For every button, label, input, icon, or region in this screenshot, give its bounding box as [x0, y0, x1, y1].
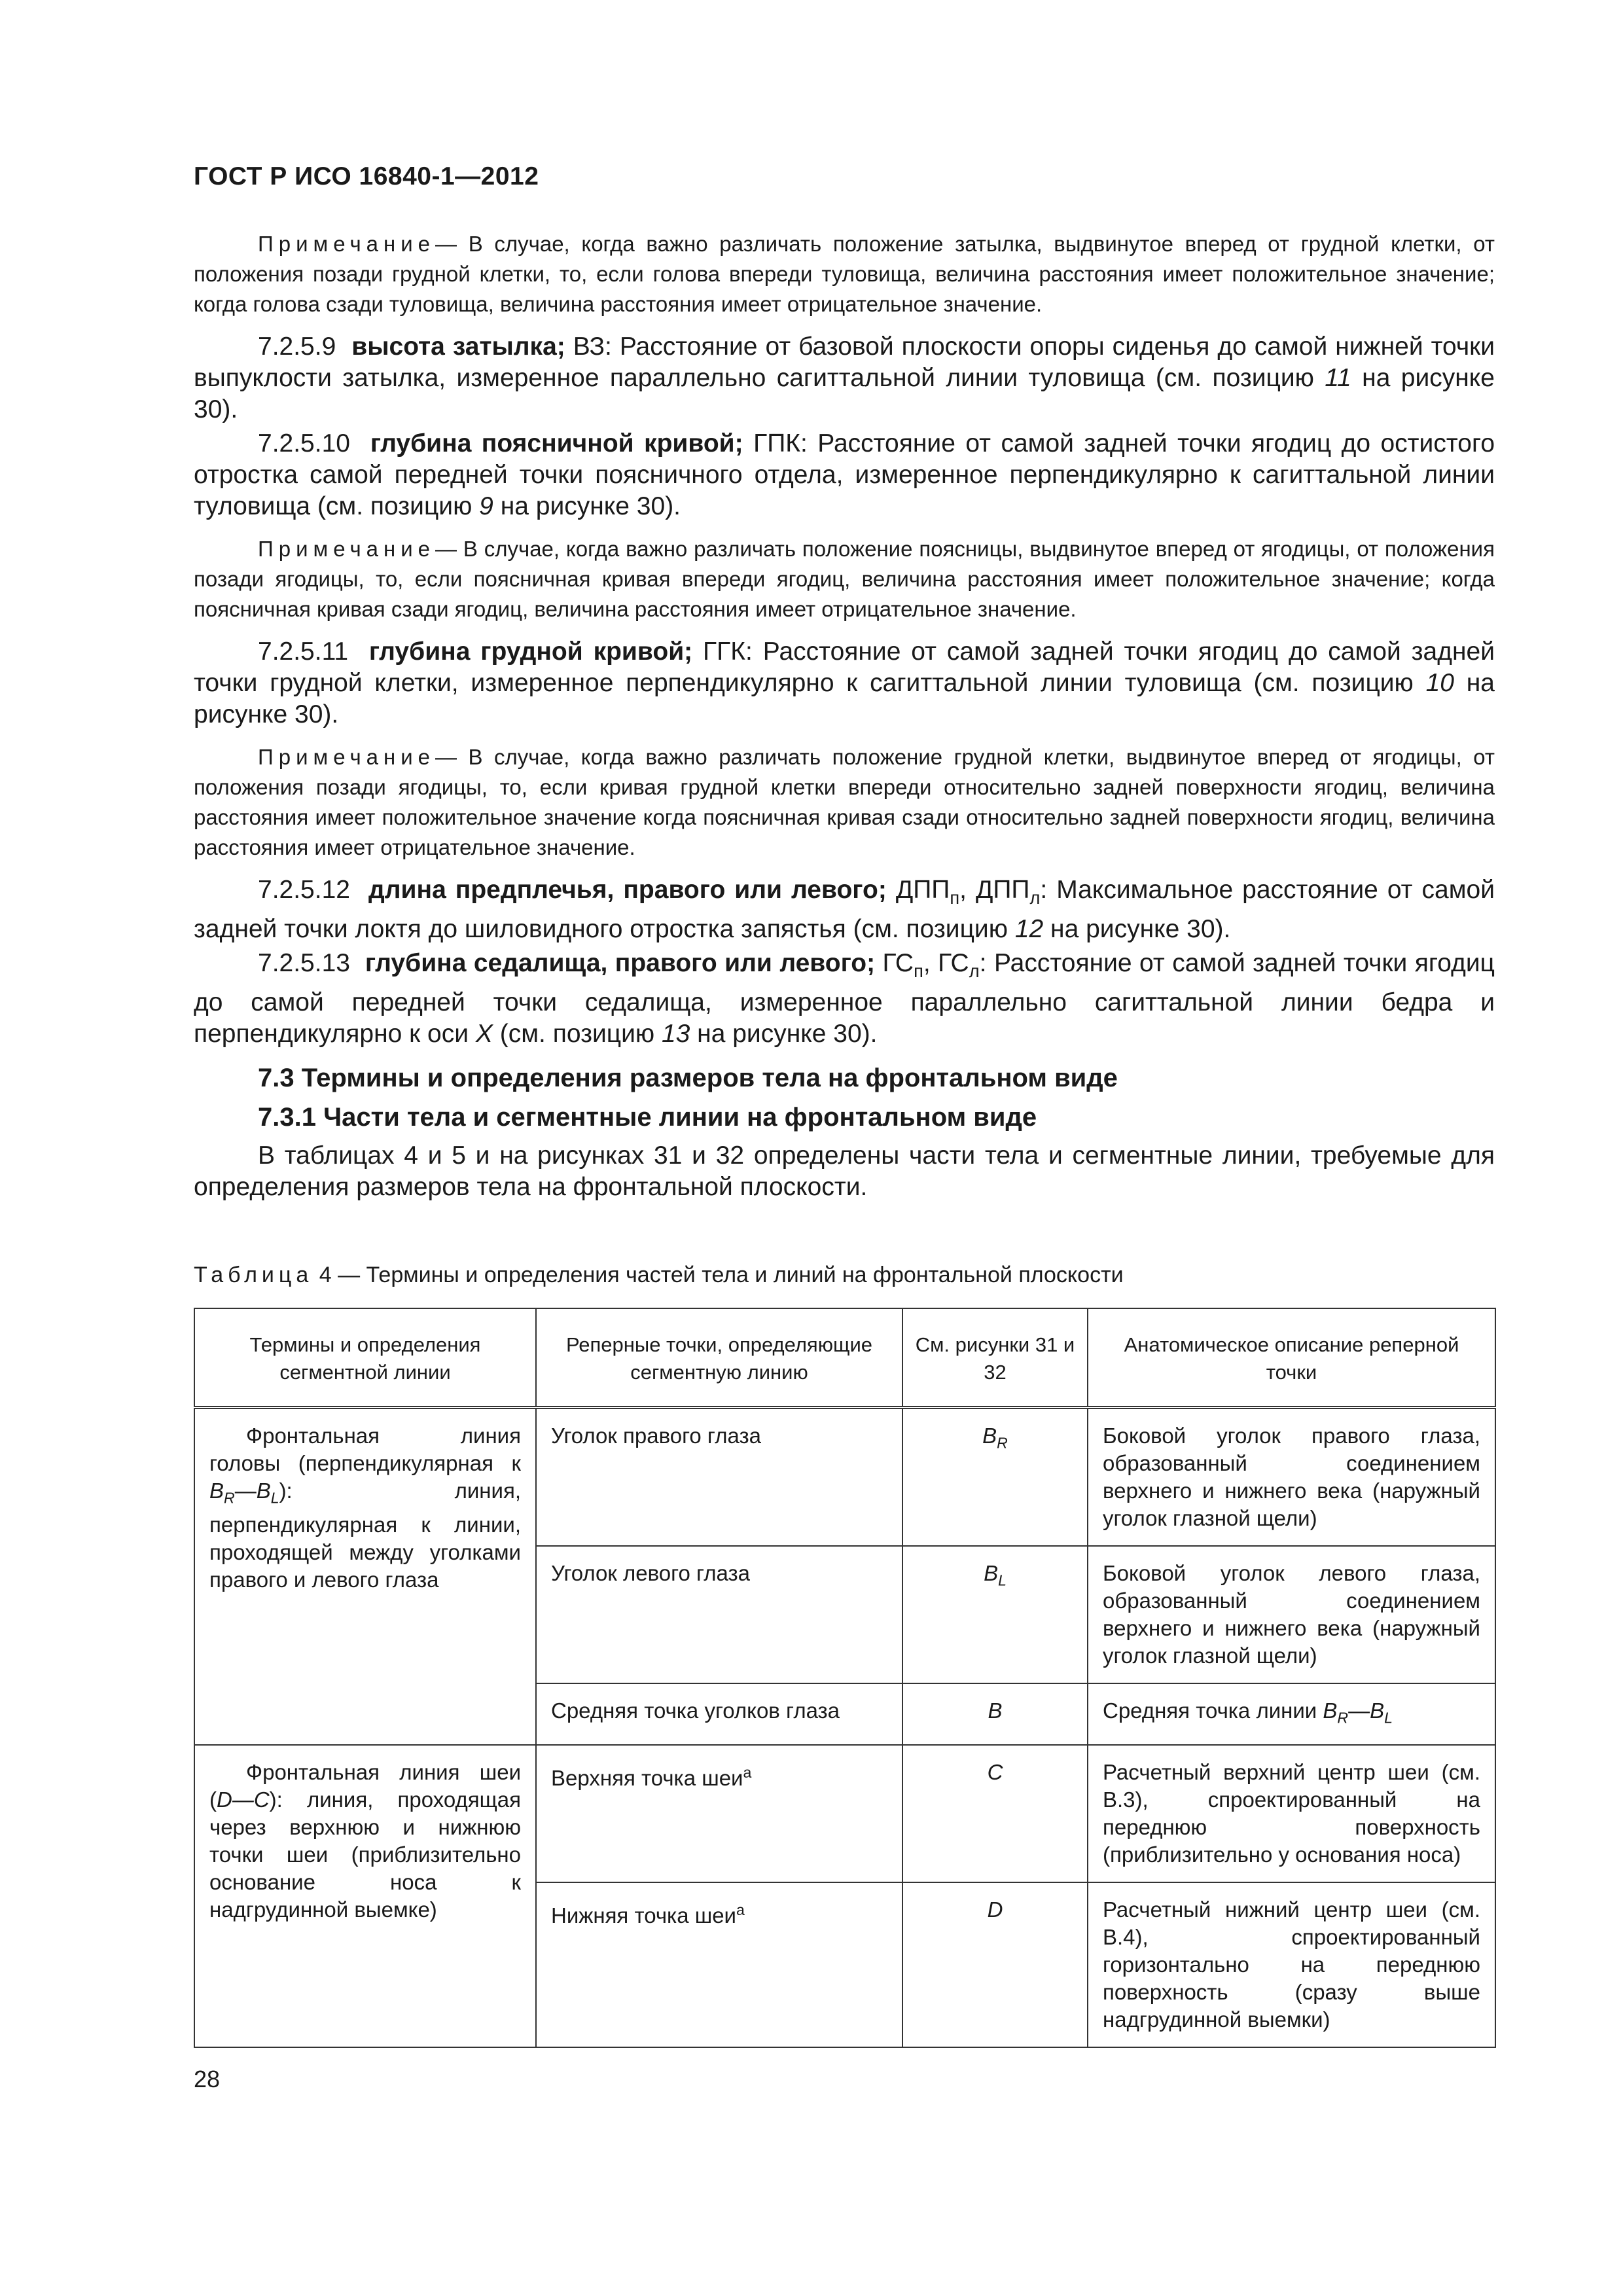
note-thoracic — [194, 742, 1495, 863]
clause-number: 7.2.5.12 — [258, 876, 350, 904]
ref-point: Верхняя точка шеи$^a$ — [536, 1745, 902, 1882]
clause-position: 9 — [479, 492, 493, 520]
clause-number: 7.2.5.9 — [258, 332, 336, 361]
clause-7-2-5-12 — [194, 874, 1495, 945]
figure-ref: C — [902, 1745, 1088, 1882]
page-content — [194, 229, 1495, 2048]
clause-abbr-sub: л — [969, 960, 980, 981]
clause-7-2-5-9 — [194, 331, 1495, 425]
header-terms: Термины и определения сегментной линии — [194, 1308, 536, 1408]
clause-abbr: ВЗ: — [565, 332, 612, 361]
table-4 — [194, 1308, 1496, 2049]
clause-abbr: ГГК: — [692, 637, 753, 666]
clause-7-2-5-13 — [194, 948, 1495, 1050]
clause-axis: X — [475, 1019, 493, 1048]
clause-term: глубина грудной кривой; — [368, 637, 693, 666]
clause-text: Расстояние от самой задней точки ягодиц до остистого отростка самой передней точки поясничного отдела, измеренное перпендикулярно к сагиттальной линии туловища (см. позицию — [194, 429, 1495, 520]
anatomy-desc: Расчетный верхний центр шеи (см. B.3), спроектированный на переднюю поверхность (приблизительно у основания носа) — [1088, 1745, 1495, 1882]
term-neck-line: Фронтальная линия шеи (D—C): линия, проходящая через верхнюю и нижнюю точки шеи (приблизительно основание носа к надгрудинной выемке) — [194, 1745, 536, 2047]
section-intro: В таблицах 4 и 5 и на рисунках 31 и 32 определены части тела и сегментные линии, требуемые для определения размеров тела на фронтальной плоскости. — [194, 1141, 1495, 1201]
clause-position: 13 — [661, 1019, 690, 1048]
clause-abbr: , ГС — [923, 948, 969, 977]
figure-ref: B — [902, 1683, 1088, 1746]
clause-text: Расстояние от самой задней точки ягодиц до самой задней точки грудной клетки, измеренное перпендикулярно к сагиттальной линии туловища (см. позицию — [194, 637, 1495, 697]
clause-abbr: ГПК: — [743, 429, 808, 457]
standard-header: ГОСТ Р ИСО 16840-1—2012 — [194, 162, 539, 190]
anatomy-desc: Расчетный нижний центр шеи (см. B.4), спроектированный горизонтально на переднюю поверхность (сразу выше надгрудинной выемки) — [1088, 1882, 1495, 2047]
clause-position: 11 — [1325, 364, 1351, 392]
table-row — [194, 1407, 1495, 1546]
clause-text-end: на рисунке 30). — [1043, 914, 1231, 943]
ref-point: Нижняя точка шеи$^a$ — [536, 1882, 902, 2047]
clause-text: (см. позицию — [492, 1019, 662, 1048]
note-text: — В случае, когда важно различать положение грудной клетки, выдвинутое вперед от ягодицы, от положения позади ягодицы, то, если кривая грудной клетки впереди относительно задней поверхности ягодиц, величина расстояния имеет положительное значение когда поясничная кривая сзади относительно задней поверхности ягодиц, величина расстояния имеет отрицательное значение. — [194, 745, 1495, 859]
clause-abbr: ДПП — [886, 876, 950, 904]
clause-number: 7.2.5.11 — [258, 637, 349, 666]
table-caption-text: 4 — Термины и определения частей тела и линий на фронтальной плоскости — [313, 1262, 1124, 1287]
note-text: — В случае, когда важно различать положение затылка, выдвинутое вперед от грудной клетки, от положения позади грудной клетки, то, если голова впереди туловища, величина расстояния имеет положительное значение; когда голова сзади туловища, величина расстояния имеет отрицательное значение. — [194, 232, 1495, 316]
clause-term: глубина поясничной кривой; — [370, 429, 743, 457]
clause-position: 12 — [1014, 914, 1044, 943]
note-text: — В случае, когда важно различать положение поясницы, выдвинутое вперед от ягодицы, от положения позади ягодицы, то, если поясничная кривая впереди ягодиц, величина расстояния имеет положительное значение; когда поясничная кривая сзади ягодиц, величина расстояния имеет отрицательное значение. — [194, 537, 1495, 621]
clause-text-end: на рисунке 30). — [493, 492, 681, 520]
note-occiput — [194, 229, 1495, 319]
clause-position: 10 — [1425, 669, 1454, 697]
table-caption-label: Таблица — [194, 1262, 313, 1287]
clause-text-end: на рисунке 30). — [690, 1019, 878, 1048]
clause-abbr: ГС — [875, 948, 914, 977]
section-7-3-heading: 7.3 Термины и определения размеров тела на фронтальном виде — [258, 1063, 1118, 1092]
ref-point: Средняя точка уголков глаза — [536, 1683, 902, 1746]
clause-text: Расстояние от базовой плоскости опоры сиденья до самой нижней точки выпуклости затылка, измеренное параллельно сагиттальной линии туловища (см. позицию — [194, 332, 1495, 392]
table-caption — [194, 1261, 1495, 1289]
ref-point: Уголок левого глаза — [536, 1546, 902, 1683]
note-label: Примечание — [258, 537, 436, 561]
header-anatomy: Анатомическое описание реперной точки — [1088, 1308, 1495, 1408]
clause-term: глубина седалища, правого или левого; — [365, 948, 876, 977]
clause-text: : Максимальное расстояние от самой задней точки локтя до шиловидного отростка запястья (см. позицию — [194, 876, 1495, 943]
note-label: Примечание — [258, 232, 436, 256]
clause-abbr: , ДПП — [959, 876, 1030, 904]
note-lumbar — [194, 534, 1495, 624]
clause-7-2-5-11 — [194, 636, 1495, 730]
figure-ref: $B_L$ — [902, 1546, 1088, 1683]
section-7-3-1-heading: 7.3.1 Части тела и сегментные линии на фронтальном виде — [258, 1102, 1037, 1132]
clause-abbr-sub: п — [914, 960, 923, 981]
clause-number: 7.2.5.10 — [258, 429, 350, 457]
clause-7-2-5-10 — [194, 428, 1495, 522]
ref-point: Уголок правого глаза — [536, 1407, 902, 1546]
clause-number: 7.2.5.13 — [258, 948, 350, 977]
term-head-line: Фронтальная линия головы (перпендикулярная к $B_R—B_L$): линия, перпендикулярная к линии, проходящей между уголками правого и левого глаза — [194, 1407, 536, 1745]
clause-term: высота затылка; — [351, 332, 565, 361]
page-number: 28 — [194, 2066, 221, 2092]
clause-text-end: на рисунке 30). — [194, 364, 1495, 423]
note-label: Примечание — [258, 745, 436, 769]
spacer — [194, 1206, 1495, 1261]
table-header-row — [194, 1308, 1495, 1408]
figure-ref: D — [902, 1882, 1088, 2047]
figure-ref: $B_R$ — [902, 1407, 1088, 1546]
clause-abbr-sub: л — [1029, 887, 1041, 908]
anatomy-desc: Средняя точка линии $B_R—B_L$ — [1088, 1683, 1495, 1746]
clause-text-end: на рисунке 30). — [194, 669, 1495, 728]
header-figures: См. рисунки 31 и 32 — [902, 1308, 1088, 1408]
anatomy-desc: Боковой уголок правого глаза, образованный соединением верхнего и нижнего века (наружный уголок глазной щели) — [1088, 1407, 1495, 1546]
clause-text: : Расстояние от самой задней точки ягодиц до самой передней точки седалища, измеренное параллельно сагиттальной линии бедра и перпендикулярно к оси — [194, 948, 1495, 1048]
clause-term: длина предплечья, правого или левого; — [368, 876, 887, 904]
anatomy-desc: Боковой уголок левого глаза, образованный соединением верхнего и нижнего века (наружный уголок глазной щели) — [1088, 1546, 1495, 1683]
table-row — [194, 1745, 1495, 1882]
clause-abbr-sub: п — [950, 887, 960, 908]
header-ref-points: Реперные точки, определяющие сегментную линию — [536, 1308, 902, 1408]
